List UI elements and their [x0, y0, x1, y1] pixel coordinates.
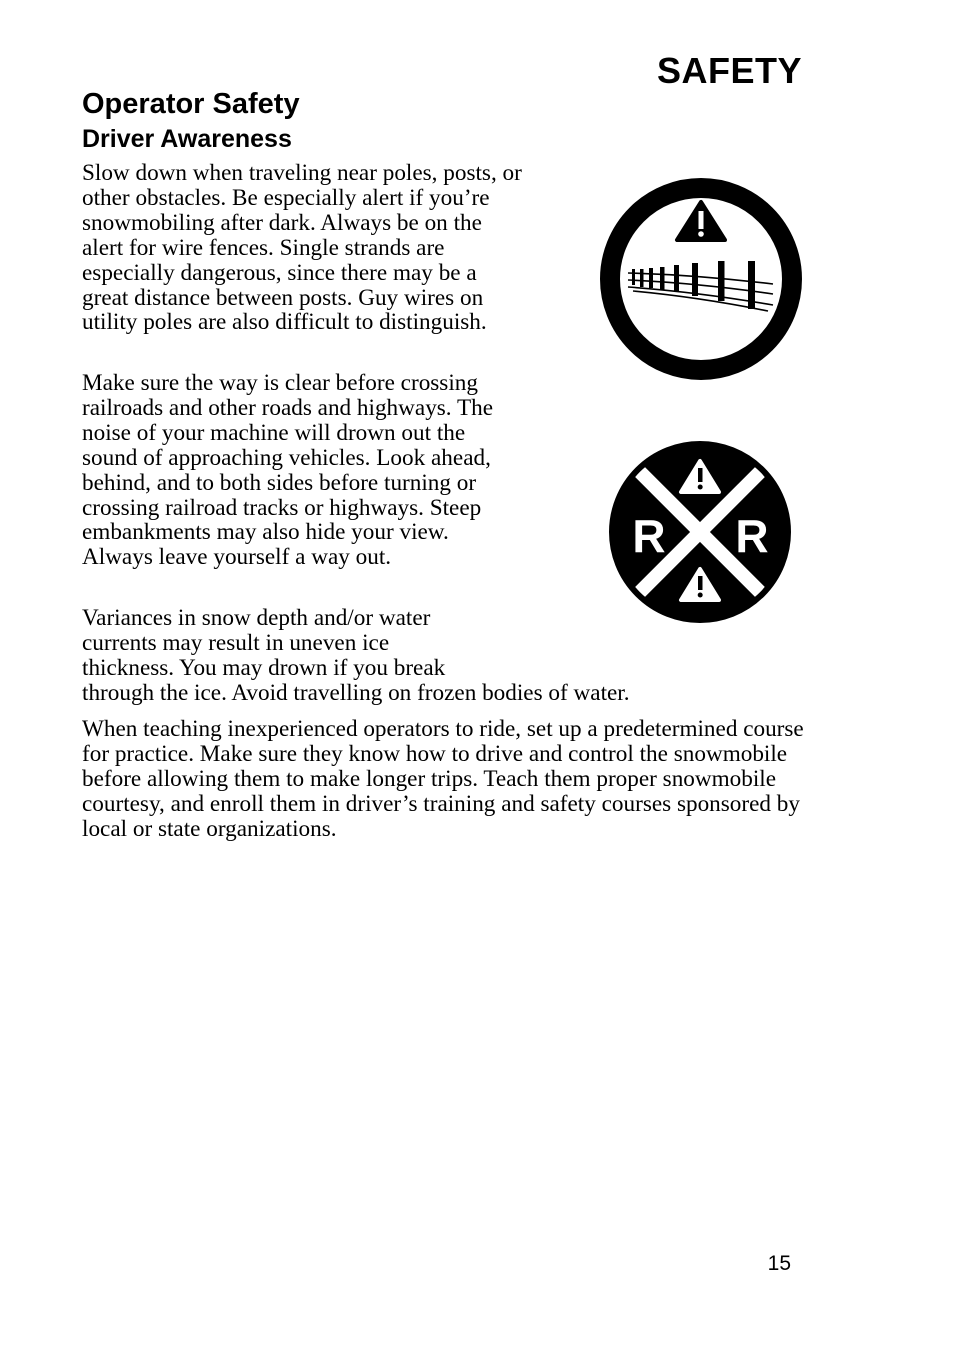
paragraph-obstacles: Slow down when traveling near poles, posts, or other obstacles. Be especially alert if you’re snowmobiling after dark. Always be on the alert for wire fences. Single strands are especially dangerous, since there may be a great distance between posts. Guy wires on utility poles are also difficult to distinguish.: [82, 160, 522, 336]
paragraph-training: When teaching inexperienced operators to ride, set up a predetermined course for practice. Make sure they know how to drive and control the snowmobile before allowing them to make longer trips. Teach them proper snowmobile courtesy, and enroll them in driver’s training and safety courses sponsored by local or state organizations.: [82, 716, 804, 842]
railroad-letter-left: R: [632, 510, 666, 562]
section-title: SAFETY: [656, 50, 802, 91]
page-number: 15: [767, 1252, 791, 1275]
railroad-crossing-icon: [602, 434, 798, 630]
paragraph-crossing: Make sure the way is clear before crossing railroads and other roads and highways. The noise of your machine will drown out the sound of approaching vehicles. Look ahead, behind, and to both sides before turning or crossing railroad tracks or highways. Steep embankments may also hide your view. Always leave yourself a way out.: [82, 370, 494, 571]
paragraph-ice-line: through the ice. Avoid travelling on frozen bodies of water.: [82, 679, 630, 706]
paragraph-ice-line: currents may result in uneven ice: [82, 629, 390, 656]
railroad-letter-right: R: [735, 510, 769, 562]
page-heading: Operator Safety: [82, 88, 300, 120]
paragraph-ice-line: Variances in snow depth and/or water: [82, 605, 431, 631]
paragraph-ice-line: thickness. You may drown if you break: [82, 654, 446, 681]
wire-fence-warning-icon: [598, 177, 804, 381]
subheading: Driver Awareness: [82, 125, 292, 153]
